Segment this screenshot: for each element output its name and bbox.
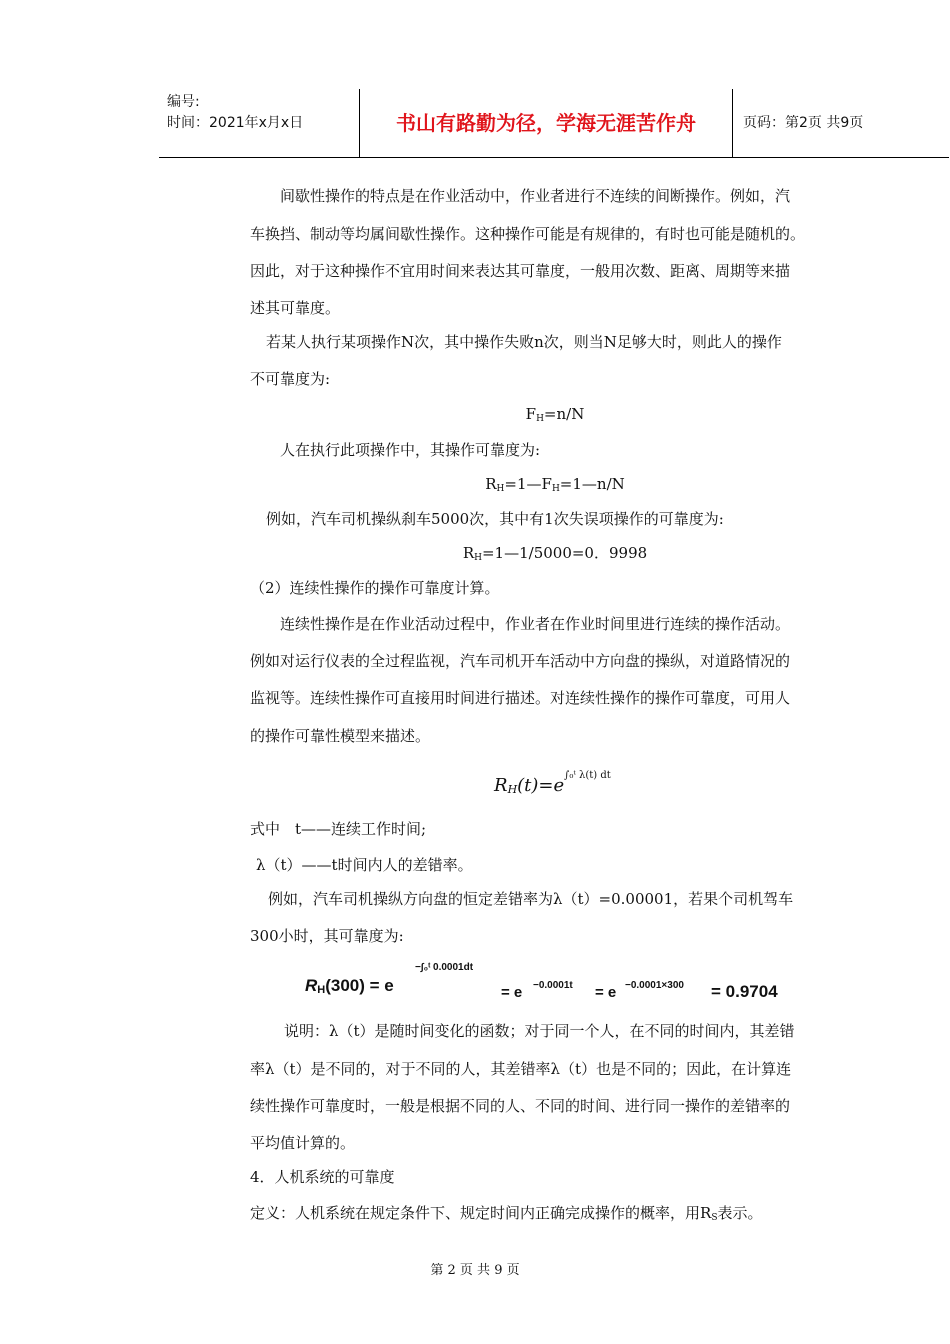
para-10-line-3: 续性操作可靠度时，一般是根据不同的人、不同的时间、进行同一操作的差错率的 <box>250 1097 791 1115</box>
para-9-line-1: 例如，汽车司机操纵方向盘的恒定差错率为λ（t）=0.00001，若果个司机驾车 <box>268 890 794 908</box>
header-page-info: 页码：第2页 共9页 <box>743 115 864 131</box>
para-3: 人在执行此项操作中，其操作可靠度为: <box>280 441 541 459</box>
para-6-line-3: 监视等。连续性操作可直接用时间进行描述。对连续性操作的操作可靠度，可用人 <box>250 689 791 707</box>
para-8: λ（t）——t时间内人的差错率。 <box>256 856 473 874</box>
formula-fh: $F_H=n/N$ <box>525 405 585 424</box>
para-10-line-2: 率λ（t）是不同的，对于不同的人，其差错率λ（t）也是不同的；因此，在计算连 <box>250 1060 792 1078</box>
header-motto: 书山有路勤为径，学海无涯苦作舟 <box>359 89 733 157</box>
number-label: 编号: <box>167 94 200 110</box>
para-1-line-1: 间歇性操作的特点是在作业活动中，作业者进行不连续的间断操作。例如，汽 <box>280 187 791 205</box>
para-10-line-4: 平均值计算的。 <box>250 1134 356 1152</box>
para-12: 定义：人机系统在规定条件下、规定时间内正确完成操作的概率，用$R_S$表示。 <box>250 1204 763 1223</box>
page-header <box>159 89 949 158</box>
para-2-line-2: 不可靠度为: <box>250 370 331 388</box>
section-heading-2: （2）连续性操作的操作可靠度计算。 <box>250 579 500 597</box>
header-meta <box>159 89 359 157</box>
formula-rh: $R_H=1—F_H=1—n/N$ <box>485 475 625 494</box>
para-1-line-4: 述其可靠度。 <box>250 299 341 317</box>
para-6-line-1: 连续性操作是在作业活动过程中，作业者在作业时间里进行连续的操作活动。 <box>280 615 791 633</box>
formula-rh-example: $R_H=1—1/5000=0$．9998 <box>462 544 648 563</box>
para-6-line-2: 例如对运行仪表的全过程监视，汽车司机开车活动中方向盘的操纵，对道路情况的 <box>250 652 791 670</box>
para-7: 式中 t——连续工作时间; <box>250 820 427 838</box>
para-10-line-1: 说明：λ（t）是随时间变化的函数；对于同一个人，在不同的时间内，其差错 <box>284 1022 795 1040</box>
para-1-line-2: 车换挡、制动等均属间歇性操作。这种操作可能是有规律的，有时也可能是随机的。 <box>250 225 806 243</box>
para-6-line-4: 的操作可靠性模型来描述。 <box>250 727 431 745</box>
para-4: 例如，汽车司机操纵刹车5000次，其中有1次失误项操作的可靠度为: <box>266 510 724 528</box>
time-text: 时间：2021年x月x日 <box>167 115 304 131</box>
page-footer: 第 2 页 共 9 页 <box>430 1263 520 1278</box>
para-1-line-3: 因此，对于这种操作不宜用时间来表达其可靠度，一般用次数、距离、周期等来描 <box>250 262 791 280</box>
section-heading-4: 4．人机系统的可靠度 <box>250 1168 395 1186</box>
para-9-line-2: 300小时，其可靠度为: <box>250 927 404 945</box>
para-2-line-1: 若某人执行某项操作N次，其中操作失败n次，则当N足够大时，则此人的操作 <box>266 333 782 351</box>
formula-continuous: $R_H(t)=e^{\int_0ᵗ \lambda(t) dt}$ <box>494 770 611 796</box>
formula-example-300: $R_H(300) = e$ −∫₀ᵗ 0.0001dt = e −0.0001t = e −0.0001×300 = 0.9704 <box>305 962 778 1001</box>
